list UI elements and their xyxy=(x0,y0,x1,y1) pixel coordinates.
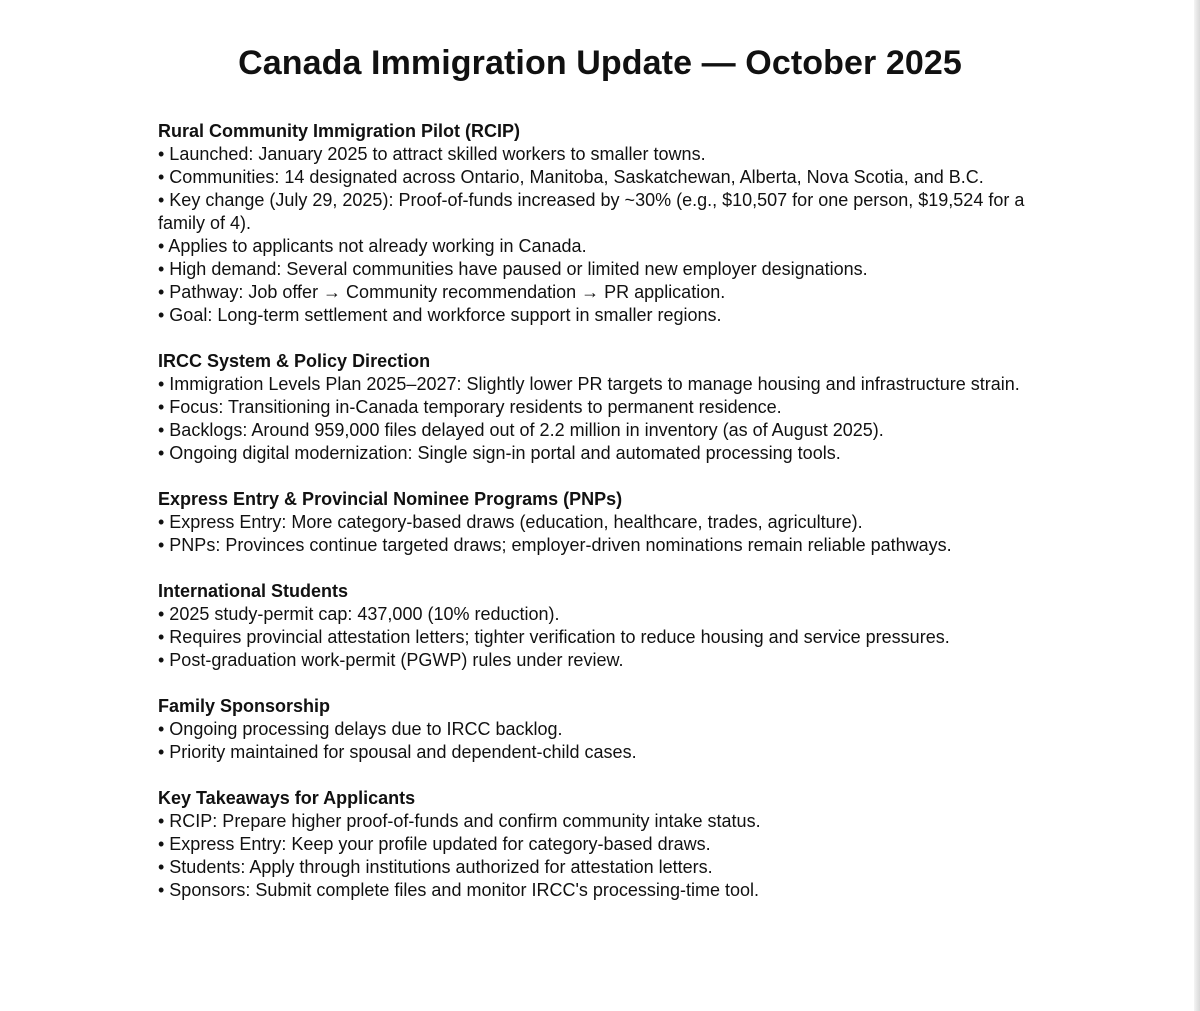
bullet-item: • Immigration Levels Plan 2025–2027: Slightly lower PR targets to manage housing and infrastructure strain. xyxy=(158,374,1020,394)
bullet-item: • Ongoing digital modernization: Single sign-in portal and automated processing tools. xyxy=(158,443,841,463)
section-heading: Rural Community Immigration Pilot (RCIP) xyxy=(158,121,521,141)
bullet-list xyxy=(158,810,1038,902)
section-heading: Express Entry & Provincial Nominee Programs (PNPs) xyxy=(158,489,623,509)
section-key-takeaways xyxy=(158,787,1038,902)
bullet-item: • Backlogs: Around 959,000 files delayed out of 2.2 million in inventory (as of August 2025). xyxy=(158,420,884,440)
bullet-item: • RCIP: Prepare higher proof-of-funds and confirm community intake status. xyxy=(158,811,761,831)
bullet-item: • Ongoing processing delays due to IRCC backlog. xyxy=(158,719,563,739)
bullet-item: • High demand: Several communities have paused or limited new employer designations. xyxy=(158,259,868,279)
bullet-list xyxy=(158,373,1038,465)
bullet-item: • Focus: Transitioning in-Canada temporary residents to permanent residence. xyxy=(158,397,782,417)
section-heading: Key Takeaways for Applicants xyxy=(158,788,416,808)
section-international-students xyxy=(158,580,1038,672)
bullet-item: • Express Entry: More category-based draws (education, healthcare, trades, agriculture). xyxy=(158,512,863,532)
section-heading: Family Sponsorship xyxy=(158,696,331,716)
bullet-item: • Requires provincial attestation letters; tighter verification to reduce housing and service pressures. xyxy=(158,627,950,647)
bullet-item: • Students: Apply through institutions authorized for attestation letters. xyxy=(158,857,713,877)
bullet-item: • Priority maintained for spousal and dependent-child cases. xyxy=(158,742,637,762)
bullet-item: • Pathway: Job offer → Community recommendation → PR application. xyxy=(158,282,726,302)
bullet-item: • Applies to applicants not already working in Canada. xyxy=(158,236,587,256)
section-family-sponsorship xyxy=(158,695,1038,764)
bullet-list xyxy=(158,718,1038,764)
bullet-list xyxy=(158,143,1038,327)
bullet-item: • Launched: January 2025 to attract skilled workers to smaller towns. xyxy=(158,144,706,164)
bullet-item: • Key change (July 29, 2025): Proof-of-funds increased by ~30% (e.g., $10,507 for one person, $19,524 for a family of 4). xyxy=(158,190,1025,233)
section-heading: International Students xyxy=(158,581,349,601)
bullet-list xyxy=(158,511,1038,557)
bullet-list xyxy=(158,603,1038,672)
document-title: Canada Immigration Update — October 2025 xyxy=(238,44,962,82)
bullet-item: • Communities: 14 designated across Ontario, Manitoba, Saskatchewan, Alberta, Nova Scotia, and B.C. xyxy=(158,167,984,187)
bullet-item: • PNPs: Provinces continue targeted draws; employer-driven nominations remain reliable pathways. xyxy=(158,535,952,555)
section-heading: IRCC System & Policy Direction xyxy=(158,351,431,371)
bullet-item: • 2025 study-permit cap: 437,000 (10% reduction). xyxy=(158,604,560,624)
section-rcip xyxy=(158,120,1038,327)
bullet-item: • Goal: Long-term settlement and workforce support in smaller regions. xyxy=(158,305,722,325)
bullet-item: • Post-graduation work-permit (PGWP) rules under review. xyxy=(158,650,624,670)
document-body xyxy=(158,120,1038,925)
bullet-item: • Sponsors: Submit complete files and monitor IRCC's processing-time tool. xyxy=(158,880,759,900)
bullet-item: • Express Entry: Keep your profile updated for category-based draws. xyxy=(158,834,711,854)
page-edge-shadow xyxy=(1194,0,1200,1011)
section-ircc-system xyxy=(158,350,1038,465)
section-express-entry xyxy=(158,488,1038,557)
